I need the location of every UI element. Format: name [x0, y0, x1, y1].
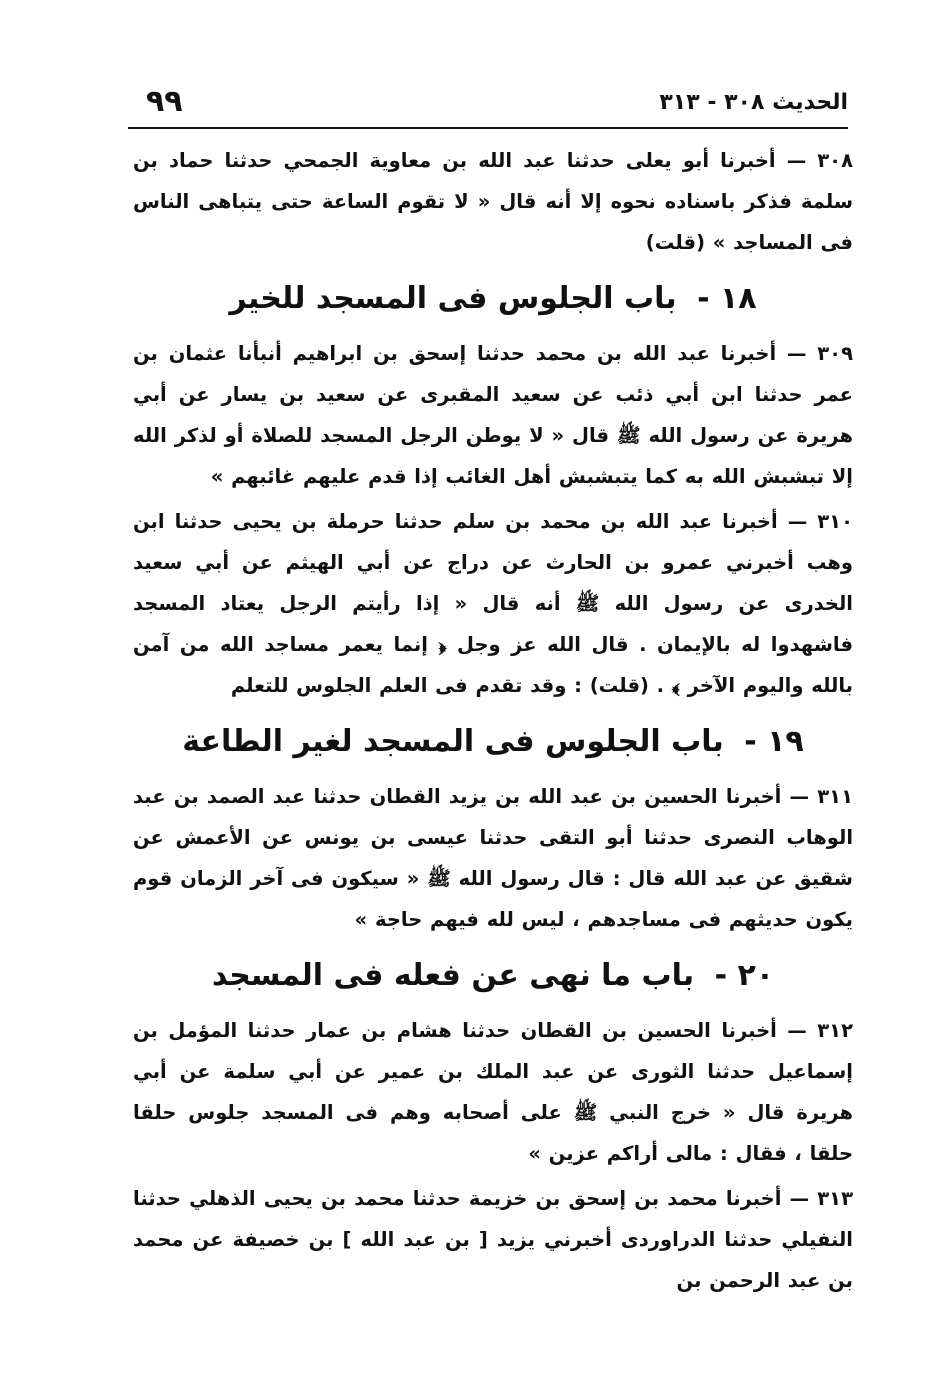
chapter-number: ٢٠ -	[714, 958, 775, 993]
header-rule	[128, 127, 848, 129]
hadith-309: ٣٠٩ — أخبرنا عبد الله بن محمد حدثنا إسحق بن ابراهيم أنبأنا عثمان بن عمر حدثنا ابن أبي ذئب عن سعيد المقبرى عن سعيد بن يسار عن أبي هريرة عن رسول الله ﷺ قال « لا يوطن الرجل المسجد للصلاة أو لذكر الله إلا تبشبش الله به كما يتبشبش أهل الغائب إذا قدم عليهم غائبهم »	[133, 342, 853, 488]
page-number: ٩٩	[146, 84, 183, 119]
running-head: الحديث ٣٠٨ - ٣١٣	[659, 90, 848, 115]
page-content	[133, 140, 853, 1305]
chapter-title: باب الجلوس فى المسجد للخير	[229, 281, 677, 316]
chapter-heading-20	[133, 954, 853, 998]
chapter-title: باب ما نهى عن فعله فى المسجد	[211, 958, 695, 993]
chapter-title: باب الجلوس فى المسجد لغير الطاعة	[182, 724, 724, 759]
hadith-313: ٣١٣ — أخبرنا محمد بن إسحق بن خزيمة حدثنا محمد بن يحيى الذهلي حدثنا النفيلي حدثنا الدراوردى أخبرني يزيد [ بن عبد الله ] بن خصيفة عن محمد بن عبد الرحمن بن	[133, 1187, 853, 1292]
hadith-311: ٣١١ — أخبرنا الحسين بن عبد الله بن يزيد القطان حدثنا عبد الصمد بن عبد الوهاب النصرى حدثنا أبو التقى حدثنا عيسى بن يونس عن الأعمش عن شقيق عن عبد الله قال : قال رسول الله ﷺ « سيكون فى آخر الزمان قوم يكون حديثهم فى مساجدهم ، ليس لله فيهم حاجة »	[133, 785, 853, 931]
page-header	[128, 84, 848, 126]
hadith-310: ٣١٠ — أخبرنا عبد الله بن محمد بن سلم حدثنا حرملة بن يحيى حدثنا ابن وهب أخبرني عمرو بن الحارث عن دراج عن أبي الهيثم عن أبي سعيد الخدرى عن رسول الله ﷺ أنه قال « إذا رأيتم الرجل يعتاد المسجد فاشهدوا له بالإيمان . قال الله عز وجل ﴿ إنما يعمر مساجد الله من آمن بالله واليوم الآخر ﴾ . (قلت) : وقد تقدم فى العلم الجلوس للتعلم	[133, 510, 853, 697]
chapter-heading-19	[133, 720, 853, 764]
chapter-number: ١٩ -	[744, 724, 804, 759]
hadith-312: ٣١٢ — أخبرنا الحسين بن القطان حدثنا هشام بن عمار حدثنا المؤمل بن إسماعيل حدثنا الثورى عن عبد الملك بن عمير عن أبي سلمة عن أبي هريرة قال « خرج النبي ﷺ على أصحابه وهم فى المسجد جلوس حلقا حلقا ، فقال : مالى أراكم عزين »	[133, 1019, 853, 1165]
chapter-number: ١٨ -	[697, 281, 757, 316]
hadith-308: ٣٠٨ — أخبرنا أبو يعلى حدثنا عبد الله بن معاوية الجمحي حدثنا حماد بن سلمة فذكر باسناده نحوه إلا أنه قال « لا تقوم الساعة حتى يتباهى الناس فى المساجد » (قلت)	[133, 149, 853, 254]
chapter-heading-18	[133, 277, 853, 321]
